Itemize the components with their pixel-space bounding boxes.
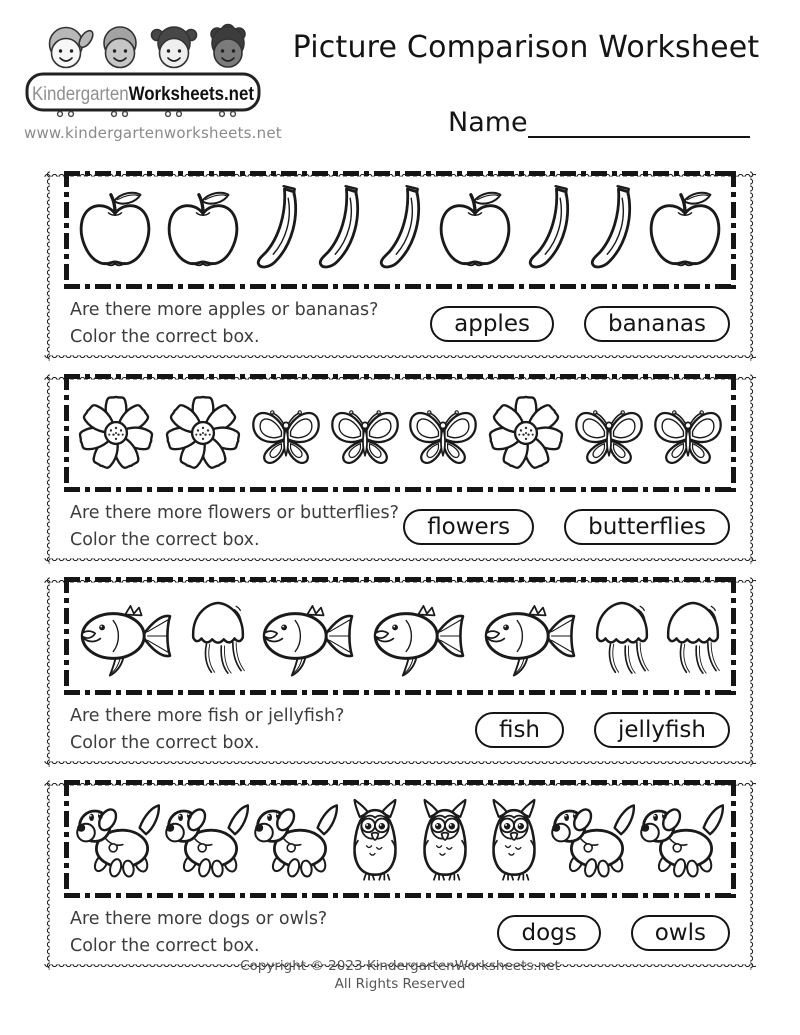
question-text xyxy=(70,703,475,757)
apple-icon xyxy=(162,185,244,275)
flower-icon xyxy=(161,386,245,480)
question-text xyxy=(70,906,497,960)
apple-icon xyxy=(644,185,726,275)
rights-text: All Rights Reserved xyxy=(334,976,466,993)
banana-icon xyxy=(249,179,305,281)
answer-options xyxy=(430,306,730,342)
butterfly-icon xyxy=(571,387,647,479)
picture-box xyxy=(64,577,736,695)
question-line1: Are there more flowers or butterflies? xyxy=(70,503,399,523)
question-text xyxy=(70,500,403,554)
banana-icon xyxy=(311,179,367,281)
page-footer xyxy=(0,957,800,993)
site-url: www.kindergartenworksheets.net xyxy=(24,124,282,142)
jellyfish-icon xyxy=(185,590,251,682)
answer-options xyxy=(475,712,730,748)
question-text xyxy=(70,297,430,351)
option-apples[interactable]: apples xyxy=(430,306,554,342)
question-line2: Color the correct box. xyxy=(70,327,260,348)
option-dogs[interactable]: dogs xyxy=(497,915,600,951)
answer-options xyxy=(403,509,730,545)
option-flowers[interactable]: flowers xyxy=(403,509,534,545)
question-line1: Are there more dogs or owls? xyxy=(70,909,328,929)
name-label: Name xyxy=(448,107,528,138)
dog-icon xyxy=(252,793,340,885)
dog-icon xyxy=(638,793,726,885)
option-jellyfish[interactable]: jellyfish xyxy=(594,712,730,748)
dog-icon xyxy=(163,793,251,885)
worksheet-sections xyxy=(44,158,756,982)
owl-icon xyxy=(411,792,479,886)
option-fish[interactable]: fish xyxy=(475,712,564,748)
question-line2: Color the correct box. xyxy=(70,733,260,754)
question-line1: Are there more apples or bananas? xyxy=(70,300,379,320)
option-bananas[interactable]: bananas xyxy=(584,306,730,342)
fish-icon xyxy=(74,593,180,679)
butterfly-icon xyxy=(248,387,324,479)
answer-options xyxy=(497,915,730,951)
dog-icon xyxy=(74,793,162,885)
fish-icon xyxy=(256,593,362,679)
option-owls[interactable]: owls xyxy=(631,915,730,951)
site-logo xyxy=(24,16,282,142)
apple-icon xyxy=(74,185,156,275)
name-input-line[interactable] xyxy=(528,106,750,138)
question-line2: Color the correct box. xyxy=(70,530,260,551)
fish-icon xyxy=(367,593,473,679)
copyright-text: Copyright © 2023 KindergartenWorksheets.net xyxy=(240,958,560,974)
dog-icon xyxy=(549,793,637,885)
fish-icon xyxy=(478,593,584,679)
apple-icon xyxy=(434,185,516,275)
option-butterflies[interactable]: butterflies xyxy=(564,509,730,545)
owl-icon xyxy=(480,792,548,886)
question-line1: Are there more fish or jellyfish? xyxy=(70,706,345,726)
picture-box xyxy=(64,374,736,492)
butterfly-icon xyxy=(327,387,403,479)
section-dogs-owls xyxy=(44,780,756,970)
section-flowers-butterflies xyxy=(44,374,756,564)
butterfly-icon xyxy=(405,387,481,479)
jellyfish-icon xyxy=(589,590,655,682)
picture-box xyxy=(64,171,736,289)
butterfly-icon xyxy=(650,387,726,479)
banana-icon xyxy=(372,179,428,281)
question-line2: Color the correct box. xyxy=(70,936,260,957)
picture-box xyxy=(64,780,736,898)
owl-icon xyxy=(341,792,409,886)
banana-icon xyxy=(521,179,577,281)
section-fish-jellyfish xyxy=(44,577,756,767)
flower-icon xyxy=(74,386,158,480)
flower-icon xyxy=(484,386,568,480)
kids-logo-icon xyxy=(24,16,262,118)
jellyfish-icon xyxy=(660,590,726,682)
name-field xyxy=(448,106,750,138)
section-apples-bananas xyxy=(44,171,756,361)
logo-text: KindergartenWorksheets.net xyxy=(32,84,262,105)
banana-icon xyxy=(583,179,639,281)
page-title: Picture Comparison Worksheet xyxy=(292,30,760,65)
